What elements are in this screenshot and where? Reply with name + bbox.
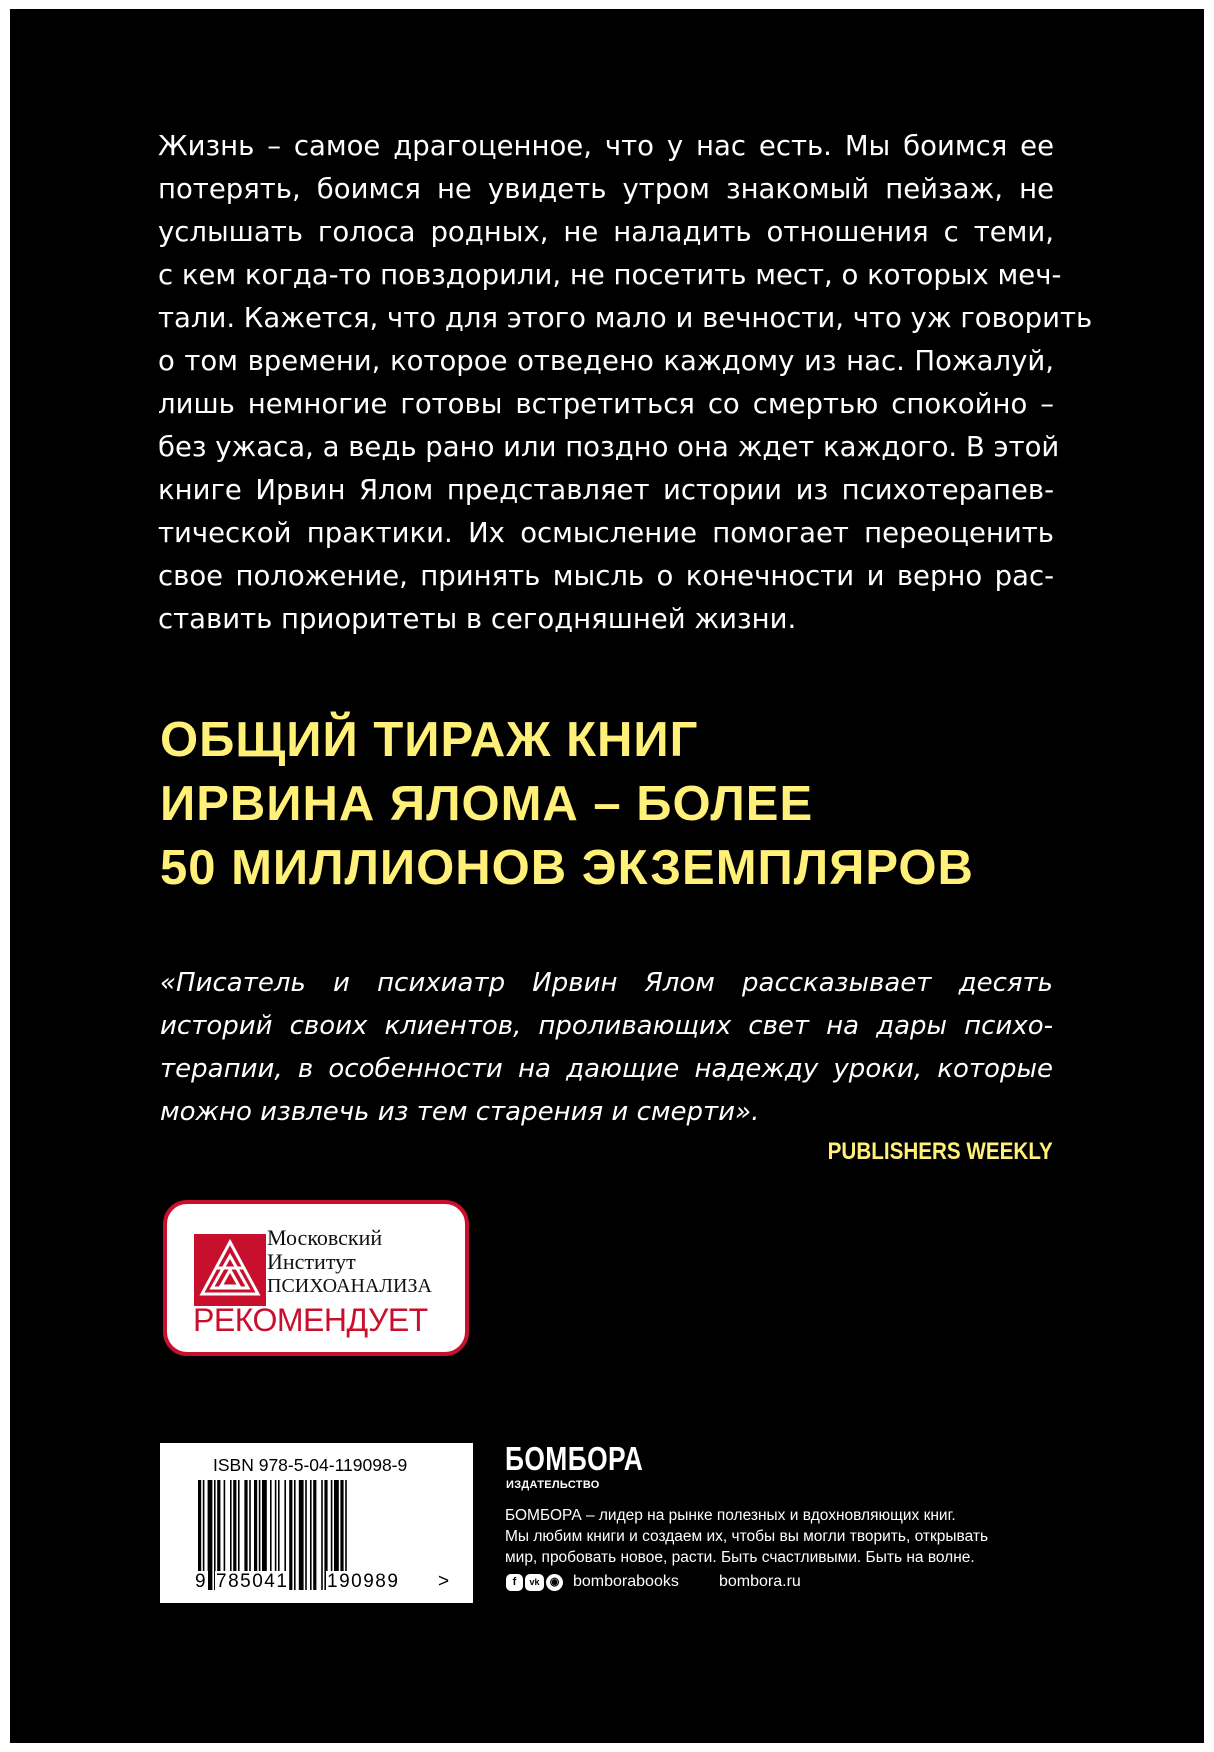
publisher-subtitle: ИЗДАТЕЛЬСТВО (506, 1479, 600, 1491)
barcode-digits-right: 190989 (327, 1571, 400, 1592)
badge-line-3: ПСИХОАНАЛИЗА (267, 1275, 432, 1297)
publisher-desc-line: мир, пробовать новое, расти. Быть счастливыми. Быть на волне. (505, 1549, 975, 1566)
recommendation-badge (163, 1200, 469, 1356)
triangle-knot-logo-icon (194, 1234, 266, 1306)
description-line: с кем когда-то повздорили, не посетить мест, о которых меч- (158, 259, 1062, 291)
publisher-description (505, 1505, 988, 1568)
vk-icon[interactable]: vk (525, 1574, 544, 1591)
description-line: книге Ирвин Ялом представляет истории из психотерапев- (158, 474, 1054, 506)
barcode-panel (160, 1443, 473, 1603)
publisher-desc-line: Мы любим книги и создаем их, чтобы вы могли творить, открывать (505, 1528, 989, 1545)
review-quote (160, 962, 1053, 1134)
book-description (158, 125, 1093, 641)
quote-line: историй своих клиентов, проливающих свет на дары психо- (160, 1011, 1053, 1041)
headline-line: ИРВИНА ЯЛОМА – БОЛЕЕ (160, 777, 814, 831)
barcode-quiet-mark: > (438, 1571, 450, 1592)
description-line: о том времени, которое отведено каждому из нас. Пожалуй, (158, 345, 1054, 377)
facebook-icon[interactable]: f (506, 1574, 523, 1591)
headline-line: ОБЩИЙ ТИРАЖ КНИГ (160, 713, 699, 767)
description-line: тали. Кажется, что для этого мало и вечности, что уж говорить (158, 302, 1093, 334)
publisher-website[interactable]: bombora.ru (719, 1573, 801, 1590)
barcode-digits-left: 785041 (216, 1571, 289, 1592)
circulation-headline (160, 708, 974, 900)
description-line: услышать голоса родных, не наладить отношения с теми, (158, 216, 1054, 248)
isbn-number: ISBN 978-5-04-119098-9 (213, 1455, 408, 1475)
publisher-desc-line: БОМБОРА – лидер на рынке полезных и вдохновляющих книг. (505, 1507, 956, 1524)
description-line: свое положение, принять мысль о конечности и верно рас- (158, 560, 1054, 592)
description-line: ставить приоритеты в сегодняшней жизни. (158, 603, 797, 635)
description-line: тической практики. Их осмысление помогает переоценить (158, 517, 1054, 549)
quote-line: можно извлечь из тем старения и смерти». (160, 1097, 760, 1127)
description-line: Жизнь – самое драгоценное, что у нас есть. Мы боимся ее (158, 130, 1054, 162)
badge-line-1: Московский (267, 1225, 383, 1250)
badge-recommend: РЕКОМЕНДУЕТ (193, 1302, 428, 1338)
badge-line-2: Институт (267, 1249, 356, 1274)
social-handle[interactable]: bomborabooks (573, 1573, 679, 1590)
quote-line: «Писатель и психиатр Ирвин Ялом рассказывает десять (160, 968, 1053, 998)
publisher-logo-name: БОМБОРА (505, 1440, 644, 1477)
description-line: потерять, боимся не увидеть утром знакомый пейзаж, не (158, 173, 1054, 205)
headline-line: 50 МИЛЛИОНОВ ЭКЗЕМПЛЯРОВ (160, 841, 974, 895)
instagram-icon[interactable]: ◉ (546, 1574, 563, 1591)
description-line: лишь немногие готовы встретиться со смертью спокойно – (158, 388, 1054, 420)
barcode-digit-first: 9 (195, 1571, 206, 1592)
social-links (506, 1573, 679, 1591)
quote-line: терапии, в особенности на дающие надежду уроки, которые (160, 1054, 1053, 1084)
description-line: без ужаса, а ведь рано или поздно она ждет каждого. В этой (158, 431, 1060, 463)
quote-source: PUBLISHERS WEEKLY (827, 1138, 1053, 1165)
